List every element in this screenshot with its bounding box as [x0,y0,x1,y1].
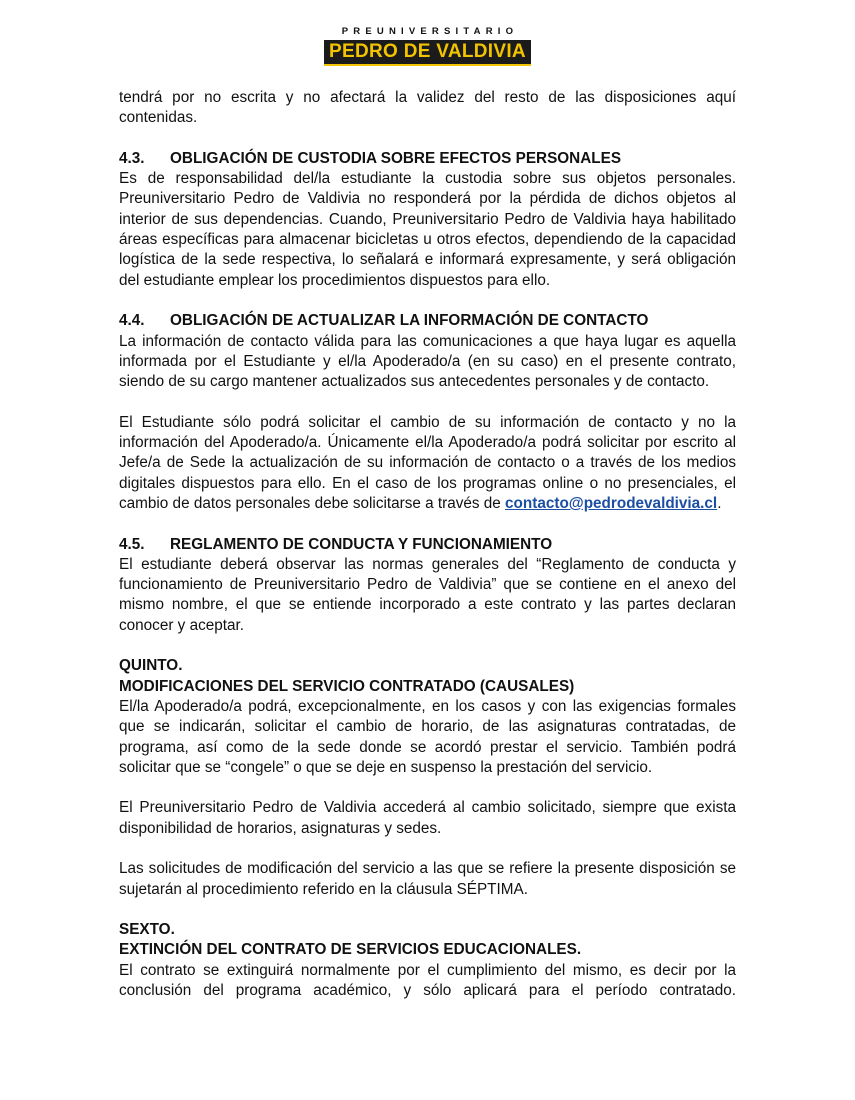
section-4-4-text-2 [119,413,736,514]
logo-main-text: PEDRO DE VALDIVIA [324,40,531,66]
clause-sexto-text: El contrato se extinguirá normalmente por el cumplimiento del mismo, es decir por la conclusión del programa académico, y sólo aplicará para el período contratado. [119,961,736,1000]
section-4-4-text-2-body: El Estudiante sólo podrá solicitar el cambio de su información de contacto y no la información del Apoderado/a. Únicamente el/la Apoderado/a podrá solicitar por escrito al Jefe/a de Sede la actualización de su información de contacto o a través de los medios digitales dispuestos para ello. En el caso de los programas online o no presenciales, el cambio de datos personales debe solicitarse a través de [119,413,736,512]
brand-logo [0,26,855,66]
clause-quinto-text-2: El Preuniversitario Pedro de Valdivia accederá al cambio solicitado, siempre que exista disponibilidad de horarios, asignaturas y sedes. [119,799,736,837]
section-4-4-heading [119,311,736,331]
section-title: OBLIGACIÓN DE CUSTODIA SOBRE EFECTOS PERSONALES [170,149,622,167]
section-4-4-text-1: La información de contacto válida para las comunicaciones a que haya lugar es aquella informada por el Estudiante y el/la Apoderado/a (en su caso) en el presente contrato, siendo de su cargo mantener actualizados sus antecedentes personales y de contacto. [119,332,736,391]
clause-quinto-title: MODIFICACIONES DEL SERVICIO CONTRATADO (CAUSALES) [119,677,575,695]
section-title: REGLAMENTO DE CONDUCTA Y FUNCIONAMIENTO [170,535,553,553]
clause-sexto-title: EXTINCIÓN DEL CONTRATO DE SERVICIOS EDUCACIONALES. [119,941,582,959]
contact-email-link[interactable]: contacto@pedrodevaldivia.cl [505,494,718,512]
section-4-4-text-2-end: . [717,494,722,512]
section-4-5-text: El estudiante deberá observar las normas generales del “Reglamento de conducta y funcionamiento de Preuniversitario Pedro de Valdivia” que se contiene en el anexo del mismo nombre, el que se entiende incorporado a este contrato y las partes declaran conocer y aceptar. [119,555,736,634]
clause-sexto-label: SEXTO. [119,921,175,939]
section-title: OBLIGACIÓN DE ACTUALIZAR LA INFORMACIÓN DE CONTACTO [170,312,649,330]
document-body [119,88,736,1001]
logo-top-text: PREUNIVERSITARIO [341,26,519,37]
clause-quinto-text-1: El/la Apoderado/a podrá, excepcionalmente, en los casos y con las exigencias formales que se indicarán, solicitar el cambio de horario, de las asignaturas contratadas, de programa, así como de la sede donde se acordó prestar el servicio. También podrá solicitar que se “congele” o que se deje en suspenso la prestación del servicio. [119,697,736,776]
clause-quinto-text-3: Las solicitudes de modificación del servicio a las que se refiere la presente disposición se sujetarán al procedimiento referido en la cláusula SÉPTIMA. [119,860,736,898]
section-number: 4.4. [119,312,145,330]
section-4-3-text: Es de responsabilidad del/la estudiante la custodia sobre sus objetos personales. Preuniversitario Pedro de Valdivia no responderá por la pérdida de dichos objetos al interior de sus dependencias. Cuando, Preuniversitario Pedro de Valdivia haya habilitado áreas específicas para almacenar bicicletas u otros efectos, dependiendo de la capacidad logística de la sede respectiva, lo señalará e informará expresamente, y será obligación del estudiante emplear los procedimientos dispuestos para ello. [119,170,736,289]
section-number: 4.5. [119,535,145,553]
section-4-3-heading [119,149,736,169]
section-4-5-heading [119,535,736,555]
clause-quinto-label: QUINTO. [119,657,183,675]
intro-paragraph: tendrá por no escrita y no afectará la validez del resto de las disposiciones aquí contenidas. [119,89,736,127]
section-number: 4.3. [119,149,145,167]
